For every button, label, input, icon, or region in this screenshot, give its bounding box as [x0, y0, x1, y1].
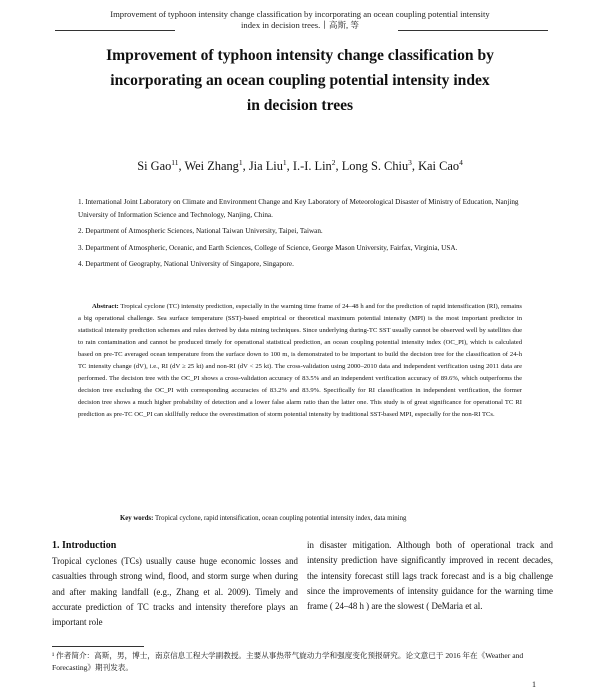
- affiliation-2: 2. Department of Atmospheric Sciences, National Taiwan University, Taipei, Taiwan.: [78, 227, 323, 235]
- section-heading-introduction: 1. Introduction: [52, 540, 117, 551]
- running-head-rule-left: [55, 30, 175, 31]
- paper-title: [60, 43, 540, 118]
- footnote-rule: [52, 646, 144, 647]
- column-right: [307, 538, 553, 614]
- affiliations: [78, 196, 520, 275]
- keywords: [120, 513, 540, 524]
- page-number: 1: [532, 680, 536, 689]
- affiliation-4: 4. Department of Geography, National University of Singapore, Singapore.: [78, 260, 294, 268]
- keywords-label: Key words:: [120, 515, 154, 522]
- affiliation-3: 3. Department of Atmospheric, Oceanic, and Earth Sciences, College of Science, George Mason University, Fairfax, Virginia, USA.: [78, 243, 458, 252]
- author: I.-I. Lin$^2$: [292, 158, 336, 174]
- abstract-label: Abstract:: [92, 303, 119, 310]
- running-head-line-1: Improvement of typhoon intensity change classification by incorporating an ocean coupling potential intensity: [110, 9, 490, 19]
- introduction-paragraph-right: in disaster mitigation. Although both of operational track and intensity prediction have significantly improved in recent decades, the intensity forecast still lags track forecast and is a big challenge since the improvements of intensity guidance for the warning time frame ( 24–48 h ) are the slowest ( DeMaria et al.: [307, 540, 553, 612]
- abstract: [78, 301, 522, 421]
- abstract-text: Tropical cyclone (TC) intensity prediction, especially in the warning time frame of 24–48 h and for the prediction of rapid intensification (RI), remains a big operational challenge. Sea surface temperature (SST)-based empirical or theoretical maximum potential intensity (MPI) is the most important predictor in statistical intensity prediction schemes and rules derived by data mining techniques. Since underlying during-TC SST usually cannot be observed well by satellites due to rain contamination and cannot be produced timely for operational statistical prediction, an ocean coupling potential intensity index (OC_PI), which is calculated based on pre-TC averaged ocean temperature from the surface down to 100 m, is demonstrated to be important to build the decision tree for the classification of 24-h TC intensity change (dV), i.e., RI (dV ≥ 25 kt) and non-RI (dV < 25 kt). The cross-validation using 2000–2010 data and independent verification using 2011 data are performed. The decision tree with the OC_PI shows a cross-validation accuracy of 83.5% and an independent verification accuracy of 89.6%, which outperforms the decision tree excluding the OC_PI with corresponding accuracies of 83.2% and 83.9%. Specifically for RI classification in independent verification, the former decision tree shows a much higher probability of detection and a lower false alarm ratio than the latter one. This study is of great significance for operational TC RI prediction as pre-TC OC_PI can skillfully reduce the overestimation of storm potential intensity by traditional SST-based MPI, especially for the non-RI TCs.: [78, 303, 522, 418]
- affiliation-1: 1. International Joint Laboratory on Climate and Environment Change and Key Laboratory of Meteorological Disaster of Ministry of Education, Nanjing University of Information Science and Technology, Nanjing, China.: [78, 198, 519, 219]
- title-line-3: in decision trees: [246, 97, 354, 114]
- author: Kai Cao$^4$: [418, 158, 463, 174]
- running-head-rule-right: [398, 30, 548, 31]
- author: Wei Zhang$^1$: [184, 158, 243, 174]
- keywords-text: Tropical cyclone, rapid intensification, ocean coupling potential intensity index, data mining: [155, 515, 407, 522]
- author-list: Si Gao$^{11}$, Wei Zhang$^1$, Jia Liu$^1$, I.-I. Lin$^2$, Long S. Chiu$^3$, Kai Cao$^4$: [137, 158, 463, 174]
- running-head-line-2: index in decision trees.丨高斯, 等: [241, 20, 359, 30]
- footnote: ¹ 作者简介：高斯，男，博士，南京信息工程大学副教授。主要从事热带气旋动力学和强度变化预报研究。论文意已于 2016 年在《Weather and Forecasting》期刊发表。: [52, 651, 524, 672]
- title-line-1: Improvement of typhoon intensity change classification by: [106, 47, 494, 64]
- author: Si Gao$^{11}$: [137, 158, 179, 174]
- introduction-paragraph-left: Tropical cyclones (TCs) usually cause huge economic losses and casualties through strong wind, flood, and storm surge when during and after making landfall (e.g., Zhang et al. 2009). Timely and accurate prediction of TC tracks and intensity therefore plays an important role: [52, 556, 298, 628]
- title-line-2: incorporating an ocean coupling potential intensity index: [110, 72, 490, 89]
- running-head: [55, 9, 545, 31]
- author: Jia Liu$^1$: [248, 158, 287, 174]
- column-left: [52, 538, 298, 630]
- author: Long S. Chiu$^3$: [341, 158, 412, 174]
